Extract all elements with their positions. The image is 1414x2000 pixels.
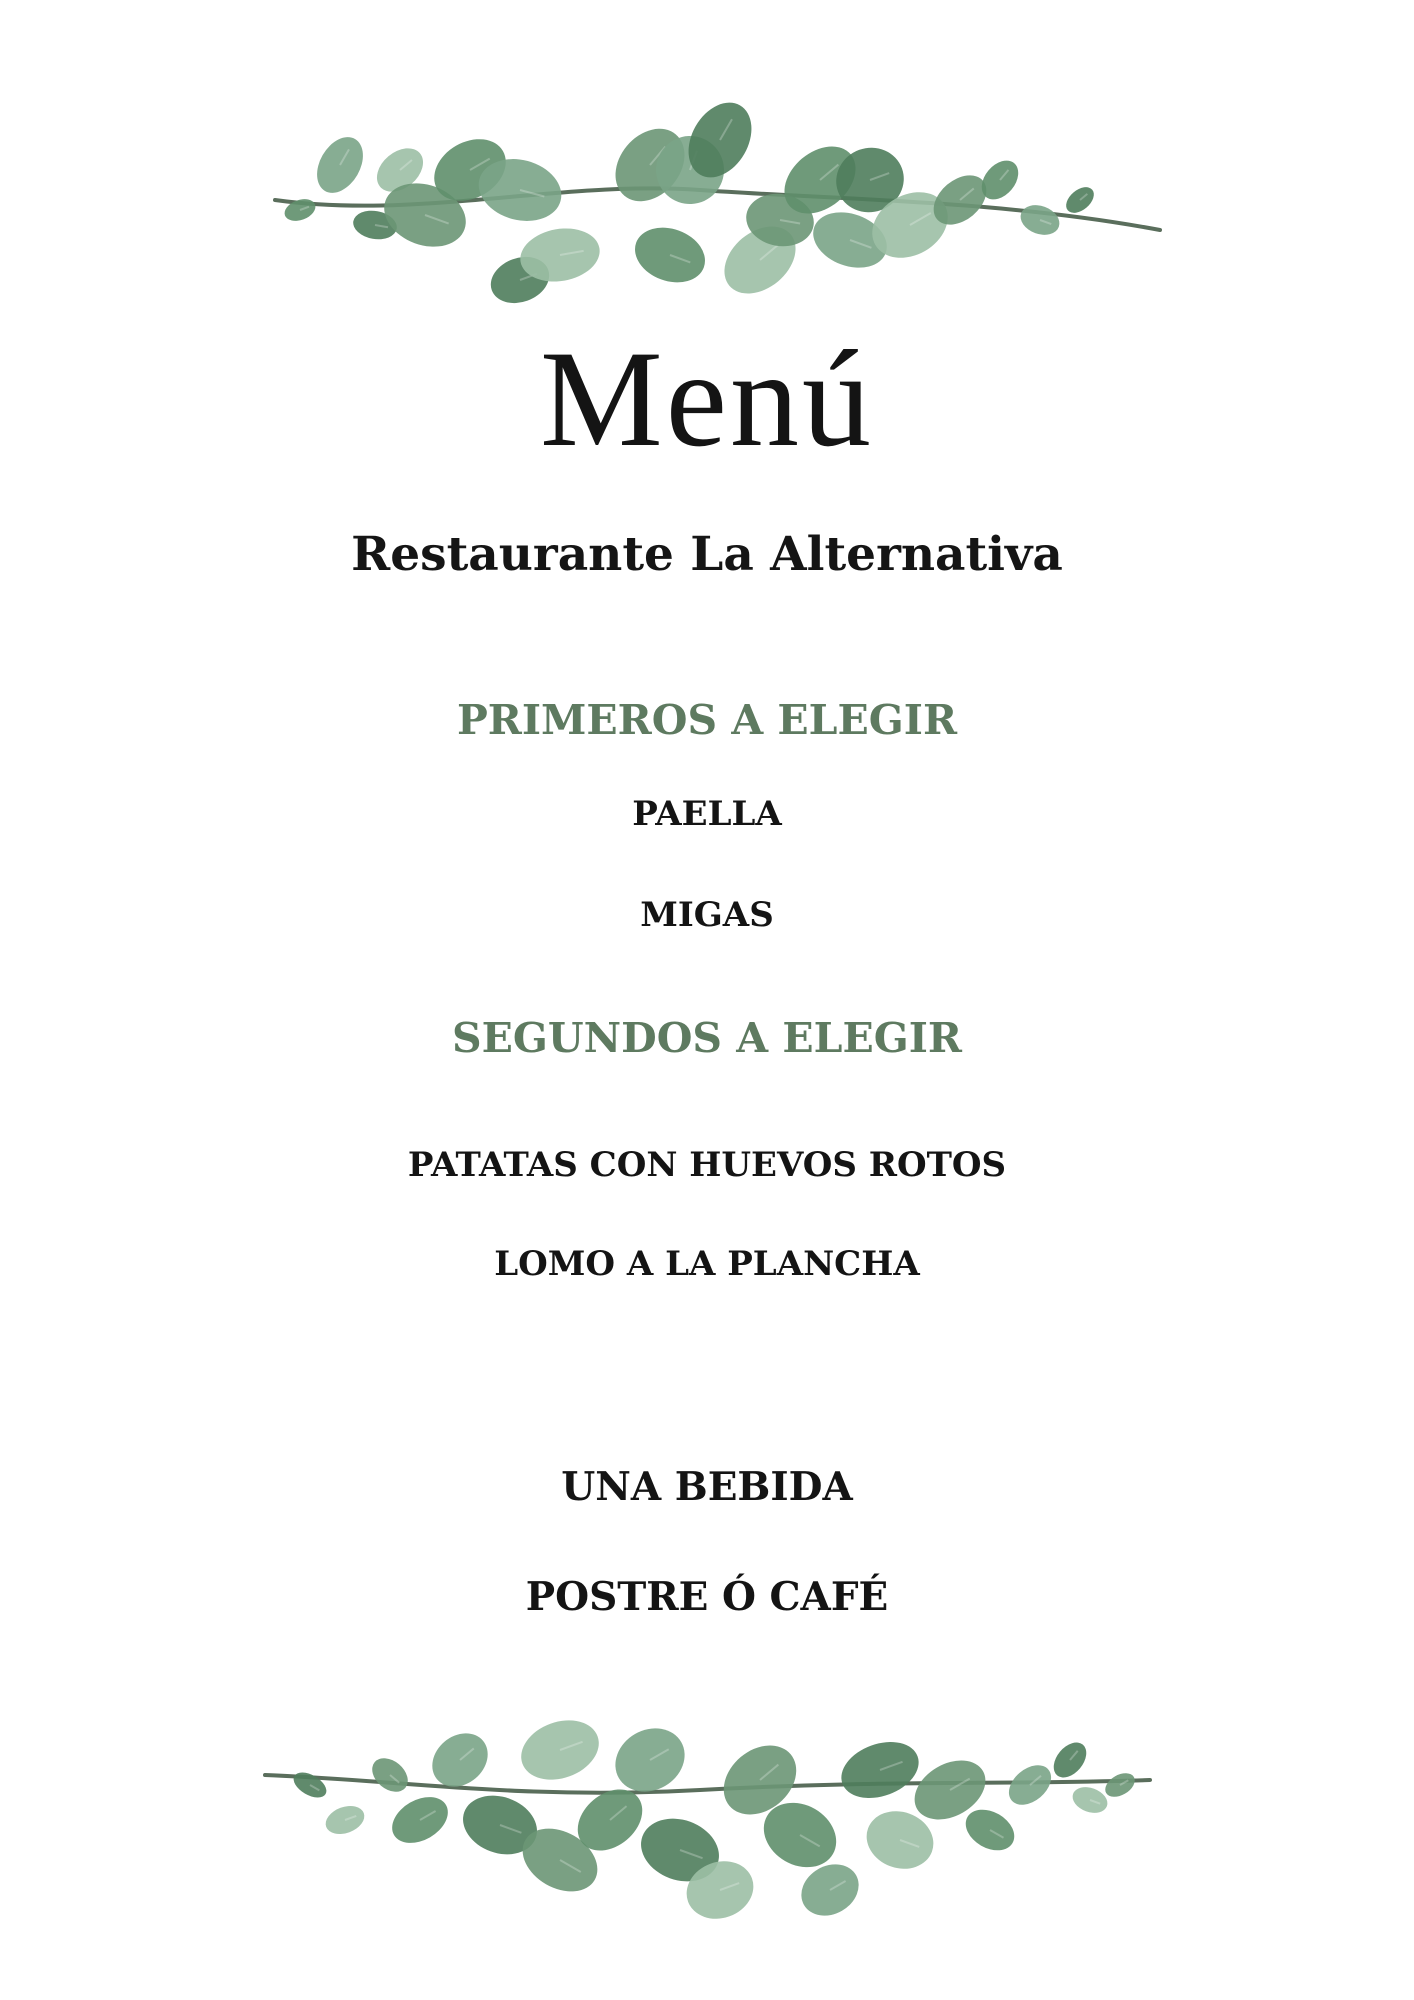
menu-extra-postre: POSTRE Ó CAFÉ [525,1574,889,1620]
top-eucalyptus-garland-icon [0,50,1414,310]
bottom-eucalyptus-garland-icon [0,1690,1414,1950]
page-title: Menú [540,322,874,475]
menu-item-paella: PAELLA [632,794,782,834]
menu-item-lomo: LOMO A LA PLANCHA [494,1244,920,1284]
primeros-heading: PRIMEROS A ELEGIR [456,696,958,744]
menu-item-migas: MIGAS [640,895,774,935]
restaurant-name: Restaurante La Alternativa [351,527,1063,582]
menu-extra-bebida: UNA BEBIDA [561,1464,853,1510]
menu-item-patatas: PATATAS CON HUEVOS ROTOS [407,1145,1007,1185]
segundos-heading: SEGUNDOS A ELEGIR [452,1014,962,1062]
